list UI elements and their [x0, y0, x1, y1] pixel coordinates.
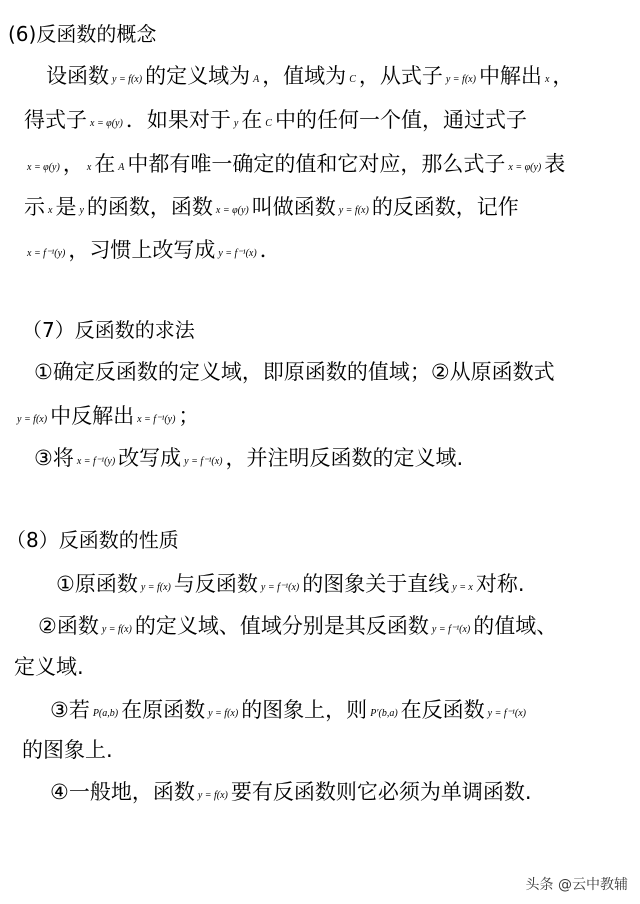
text: ③将: [34, 446, 74, 470]
text: ；: [178, 404, 200, 428]
text: ①原函数: [56, 572, 138, 596]
text: 在原函数: [121, 698, 206, 722]
formula: x: [86, 162, 92, 173]
text: ．如果对于: [125, 108, 231, 132]
text: 在反函数: [400, 698, 485, 722]
s7-line-3: [34, 444, 463, 476]
formula: y = f⁻¹(x): [218, 248, 257, 259]
text: 叫做函数: [251, 195, 336, 219]
text: 在: [94, 152, 116, 176]
text: ，从式子: [358, 64, 443, 88]
formula: y: [233, 118, 239, 129]
text: 要有反函数则它必须为单调函数.: [230, 780, 532, 804]
formula: x = f⁻¹(y): [76, 456, 116, 467]
section-6-heading: [8, 20, 156, 48]
formula: x = f⁻¹(y): [27, 248, 66, 259]
s8-line-2: [38, 612, 557, 644]
formula: y = f⁻¹(x): [431, 624, 471, 635]
formula: y = f(x): [112, 74, 143, 85]
formula: x = φ(y): [90, 118, 123, 129]
formula: A: [253, 74, 260, 85]
heading-text: （7）反函数的求法: [22, 318, 195, 342]
text: 的定义域为: [145, 64, 251, 88]
formula: y = f(x): [338, 205, 369, 216]
s8-line-1: [56, 570, 525, 602]
formula: y = f⁻¹(x): [260, 582, 300, 593]
s7-line-2: [14, 402, 199, 434]
s6-line-1: [46, 62, 573, 94]
watermark: 头条 @云中教辅: [525, 877, 628, 893]
text: 的图象关于直线: [302, 572, 450, 596]
s7-line-1: [34, 358, 555, 386]
text: 与反函数: [173, 572, 258, 596]
s6-line-3: [24, 150, 565, 182]
heading-text: (6)反函数的概念: [8, 22, 157, 46]
formula: C: [265, 118, 272, 129]
text: ②函数: [38, 614, 99, 638]
text: 的图象上.: [22, 738, 113, 762]
formula: x = f⁻¹(y): [137, 414, 176, 425]
heading-text: （8）反函数的性质: [6, 528, 179, 552]
section-7-heading: [22, 316, 195, 344]
formula: y = f(x): [197, 790, 228, 801]
text: 对称.: [475, 572, 525, 596]
formula: y = f(x): [445, 74, 476, 85]
formula: y = f(x): [17, 414, 48, 425]
formula: A: [118, 162, 125, 173]
text: 的反函数，记作: [371, 195, 519, 219]
formula: x = φ(y): [508, 162, 542, 173]
s6-line-2: [24, 106, 527, 138]
text: 得式子: [24, 108, 87, 132]
text: ④一般地，函数: [50, 780, 195, 804]
s8-line-5: [22, 736, 113, 764]
text: ，习惯上改写成: [68, 238, 216, 262]
formula: x = φ(y): [215, 205, 249, 216]
s6-line-4: [24, 193, 519, 225]
text: 中都有唯一确定的值和它对应，那么式子: [127, 152, 506, 176]
formula: P(a,b): [92, 708, 119, 719]
formula: y = f(x): [140, 582, 171, 593]
text: 的定义域、值域分别是其反函数: [134, 614, 429, 638]
formula: x: [544, 74, 550, 85]
text: ，值域为: [262, 64, 347, 88]
formula: y = x: [452, 582, 473, 593]
text: 定义域.: [14, 655, 84, 679]
text: 中解出: [478, 64, 542, 88]
formula: y: [79, 205, 84, 216]
text: 的图象上，则: [241, 698, 368, 722]
s8-line-4: [50, 696, 529, 728]
text: 的函数，函数: [86, 195, 213, 219]
text: 是: [55, 195, 77, 219]
formula: C: [349, 74, 356, 85]
formula: y = f(x): [101, 624, 132, 635]
text: ③若: [50, 698, 90, 722]
text: 示: [24, 195, 45, 219]
s8-line-6: [50, 778, 532, 810]
s8-line-3: [14, 653, 84, 681]
text: 的值域、: [473, 614, 558, 638]
text: 中的任何一个值，通过式子: [274, 108, 527, 132]
formula: y = f(x): [208, 708, 239, 719]
text: 表: [544, 152, 566, 176]
formula: y = f⁻¹(x): [184, 456, 223, 467]
section-8-heading: [6, 526, 179, 554]
text: ．: [259, 238, 281, 262]
text: 中反解出: [50, 404, 135, 428]
text: 改写成: [118, 446, 182, 470]
formula: x = φ(y): [27, 162, 60, 173]
text: ，: [552, 64, 574, 88]
text: 设函数: [46, 64, 109, 88]
text: 在: [241, 108, 263, 132]
text: ，并注明反函数的定义域.: [225, 446, 464, 470]
text: ，: [62, 152, 84, 176]
formula: y = f⁻¹(x): [487, 708, 526, 719]
formula: x: [48, 205, 53, 216]
s6-line-5: [24, 236, 281, 268]
formula: P′(b,a): [370, 708, 398, 719]
text: ①确定反函数的定义域，即原函数的值域；②从原函数式: [34, 360, 555, 384]
